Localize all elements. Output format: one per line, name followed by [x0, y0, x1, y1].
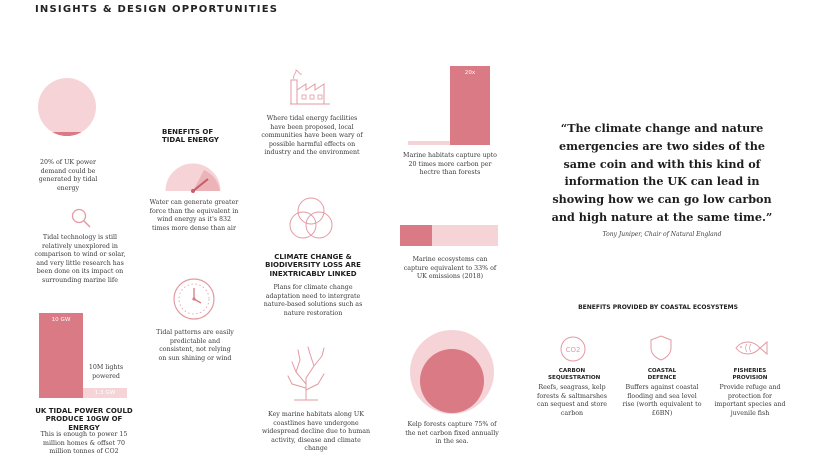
shield-icon — [648, 334, 674, 362]
coral-text: Key marine habitats along UK coastlines have undergone widespread decline due to human activity, disease and climate change — [261, 411, 371, 453]
fish-icon — [733, 338, 769, 358]
emissions-bar-fill — [400, 225, 432, 246]
ecosystems-heading: BENEFITS PROVIDED BY COASTAL ECOSYSTEMS — [578, 304, 738, 311]
energy-bar-10gw-label: 10 GW — [51, 317, 71, 323]
emissions-bar — [400, 225, 498, 246]
page-title: INSIGHTS & DESIGN OPPORTUNITIES — [35, 4, 279, 15]
energy-bar-small — [83, 388, 127, 398]
factory-icon — [288, 68, 334, 106]
eco-item-title-carbon: CARBON SEQUESTRATION — [548, 368, 601, 381]
co2-icon — [559, 335, 587, 363]
tidal-power-body: This is enough to power 15 million homes & offset 70 million tonnes of CO2 — [40, 431, 128, 456]
kelp-carbon-circles — [409, 329, 495, 415]
quote-text: “The climate change and nature emergencies are two sides of the same coin and with this kind of information the UK can lead in showing how we can go low carbon and high nature at the same time.” — [551, 121, 773, 224]
eco-item-title-defence: COASTAL DEFENCE — [647, 368, 677, 381]
forest-carbon-bar — [408, 141, 450, 145]
co2-icon-text: CO2 — [565, 346, 581, 354]
eco-item-text-carbon: Reefs, seagrass, kelp forests & saltmarshes can sequest and store carbon — [536, 384, 607, 417]
lights-powered-text: 10M lights powered — [88, 364, 124, 380]
energy-bar-10gw — [39, 313, 83, 398]
gauge-text: Water can generate greater force than the equivalent in wind energy as it's 832 times more dense than air — [149, 199, 239, 232]
venn-icon — [287, 196, 335, 242]
gauge-icon — [164, 161, 222, 193]
power-demand-pie-icon — [38, 66, 96, 152]
coral-icon — [284, 344, 328, 402]
energy-bar-small-label: 1.3 GW — [94, 389, 116, 396]
marine-carbon-bar-label: 20x — [464, 70, 476, 76]
eco-item-text-defence: Buffers against coastal flooding and sea level rise (worth equivalent to £6BN) — [622, 384, 702, 417]
benefits-heading: BENEFITS OF TIDAL ENERGY — [162, 128, 219, 145]
venn-text: Plans for climate change adaptation need to intergrate nature-based solutions such as nature restoration — [263, 284, 363, 317]
clock-icon — [172, 277, 216, 321]
climate-heading: CLIMATE CHANGE & BIODIVERSITY LOSS ARE INEXTRICABLY LINKED — [265, 253, 361, 278]
clock-text: Tidal patterns are easily predictable and consistent, not relying on sun shining or wind — [156, 329, 234, 362]
eco-item-text-fisheries: Provide refuge and protection for important species and juvenile fish — [714, 384, 786, 417]
marine-carbon-bar — [450, 66, 490, 145]
eco-item-title-fisheries: FISHERIES PROVISION — [732, 368, 768, 381]
factory-text: Where tidal energy facilities have been proposed, local communities have been wary of possible harmful effects on industry and the environment — [261, 115, 363, 157]
power-demand-text: 20% of UK power demand could be generated by tidal energy — [38, 159, 98, 192]
emissions-text: Marine ecosystems can capture equivalent to 33% of UK emissions (2018) — [403, 256, 497, 281]
marine-carbon-text: Marine habitats capture upto 20 times more carbon per hectre than forests — [403, 152, 497, 177]
search-icon — [70, 207, 92, 229]
quote-attribution: Tony Juniper, Chair of Natural England — [602, 231, 722, 238]
research-text: Tidal technology is still relatively unexplored in comparison to wind or solar, and very little research has been done on its impact on surrounding marine life — [34, 234, 126, 284]
tidal-power-heading: UK TIDAL POWER COULD PRODUCE 10GW OF ENERGY — [35, 407, 133, 432]
kelp-text: Kelp forests capture 75% of the net carbon fixed annually in the sea. — [405, 421, 499, 446]
